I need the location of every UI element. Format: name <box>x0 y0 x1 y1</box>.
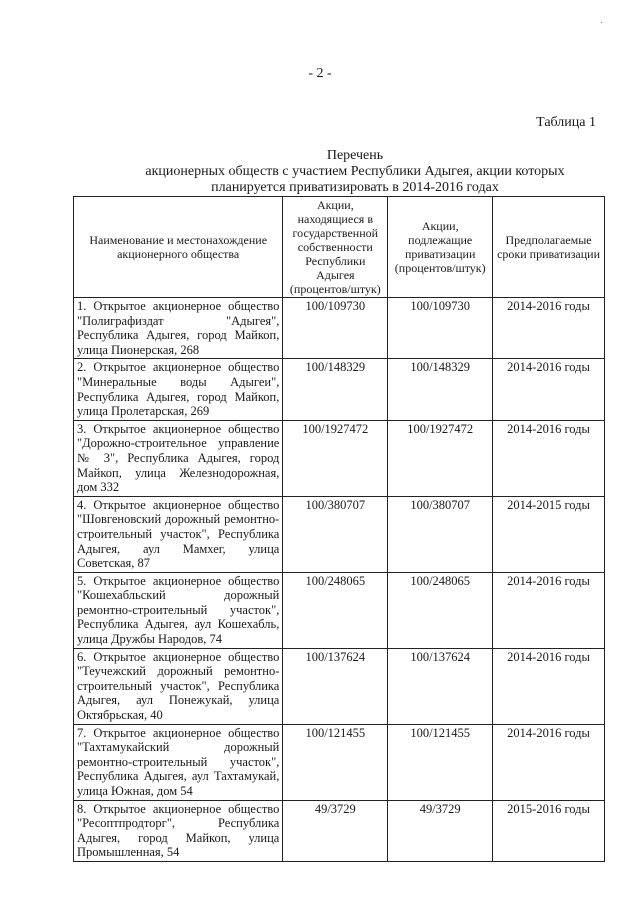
page-number: - 2 - <box>308 66 332 81</box>
table-row <box>74 496 605 572</box>
cell-state-shares: 100/380707 <box>283 496 388 572</box>
cell-shares-to-privatize: 100/380707 <box>388 496 493 572</box>
cell-company-name: 5. Открытое акционерное общество "Кошехабльский дорожный ремонтно-строительный участок", Республика Адыгея, аул Кошехабль, улица Дружбы Народов, 74 <box>74 572 283 648</box>
cell-shares-to-privatize: 49/3729 <box>388 800 493 861</box>
document-title <box>60 148 640 196</box>
cell-shares-to-privatize: 100/248065 <box>388 572 493 648</box>
table-row <box>74 359 605 420</box>
cell-privatization-terms: 2015-2016 годы <box>493 800 605 861</box>
header-state-shares: Акции, находящиеся в государственной собственности Республики Адыгея (процентов/штук) <box>283 197 388 298</box>
cell-state-shares: 100/1927472 <box>283 420 388 496</box>
cell-company-name: 4. Открытое акционерное общество "Шовгеновский дорожный ремонтно-строительный участок", Республика Адыгея, аул Мамхег, улица Советская, 87 <box>74 496 283 572</box>
cell-privatization-terms: 2014-2016 годы <box>493 572 605 648</box>
cell-shares-to-privatize: 100/121455 <box>388 724 493 800</box>
table-row <box>74 572 605 648</box>
table-row <box>74 648 605 724</box>
table-row <box>74 800 605 861</box>
cell-privatization-terms: 2014-2015 годы <box>493 496 605 572</box>
cell-shares-to-privatize: 100/1927472 <box>388 420 493 496</box>
cell-company-name: 6. Открытое акционерное общество "Теучежский дорожный ремонтно-строительный участок", Республика Адыгея, аул Понежукай, улица Октябрьская, 40 <box>74 648 283 724</box>
cell-shares-to-privatize: 100/109730 <box>388 298 493 359</box>
cell-company-name: 7. Открытое акционерное общество "Тахтамукайский дорожный ремонтно-строительный участок", Республика Адыгея, аул Тахтамукай, улица Южная, дом 54 <box>74 724 283 800</box>
cell-company-name: 2. Открытое акционерное общество "Минеральные воды Адыгеи", Республика Адыгея, город Майкоп, улица Пролетарская, 269 <box>74 359 283 420</box>
header-shares-to-privatize: Акции, подлежащие приватизации (процентов/штук) <box>388 197 493 298</box>
header-terms: Предполагаемые сроки приватизации <box>493 197 605 298</box>
cell-state-shares: 49/3729 <box>283 800 388 861</box>
title-line-1: Перечень <box>326 148 384 163</box>
cell-privatization-terms: 2014-2016 годы <box>493 420 605 496</box>
cell-privatization-terms: 2014-2016 годы <box>493 648 605 724</box>
cell-company-name: 8. Открытое акционерное общество "Ресоптпродторг", Республика Адыгея, город Майкоп, улица Промышленная, 54 <box>74 800 283 861</box>
title-line-3: планируется приватизировать в 2014-2016 годах <box>211 180 499 195</box>
table-row <box>74 420 605 496</box>
table-row <box>74 724 605 800</box>
cell-privatization-terms: 2014-2016 годы <box>493 724 605 800</box>
cell-state-shares: 100/109730 <box>283 298 388 359</box>
cell-privatization-terms: 2014-2016 годы <box>493 298 605 359</box>
header-name: Наименование и местонахождение акционерного общества <box>74 197 283 298</box>
cell-company-name: 1. Открытое акционерное общество "Полиграфиздат "Адыгея", Республика Адыгея, город Майкоп, улица Пионерская, 268 <box>74 298 283 359</box>
cell-state-shares: 100/148329 <box>283 359 388 420</box>
table-row <box>74 298 605 359</box>
cell-state-shares: 100/121455 <box>283 724 388 800</box>
cell-shares-to-privatize: 100/148329 <box>388 359 493 420</box>
cell-company-name: 3. Открытое акционерное общество "Дорожно-строительное управление № 3", Республика Адыгея, город Майкоп, улица Железнодорожная, дом 332 <box>74 420 283 496</box>
cell-shares-to-privatize: 100/137624 <box>388 648 493 724</box>
scan-mark: · <box>600 18 604 29</box>
table-label: Таблица 1 <box>536 115 596 130</box>
cell-state-shares: 100/137624 <box>283 648 388 724</box>
cell-state-shares: 100/248065 <box>283 572 388 648</box>
privatization-table <box>73 196 605 862</box>
table-header-row <box>74 197 605 298</box>
cell-privatization-terms: 2014-2016 годы <box>493 359 605 420</box>
title-line-2: акционерных обществ с участием Республики Адыгея, акции которых <box>145 164 565 179</box>
